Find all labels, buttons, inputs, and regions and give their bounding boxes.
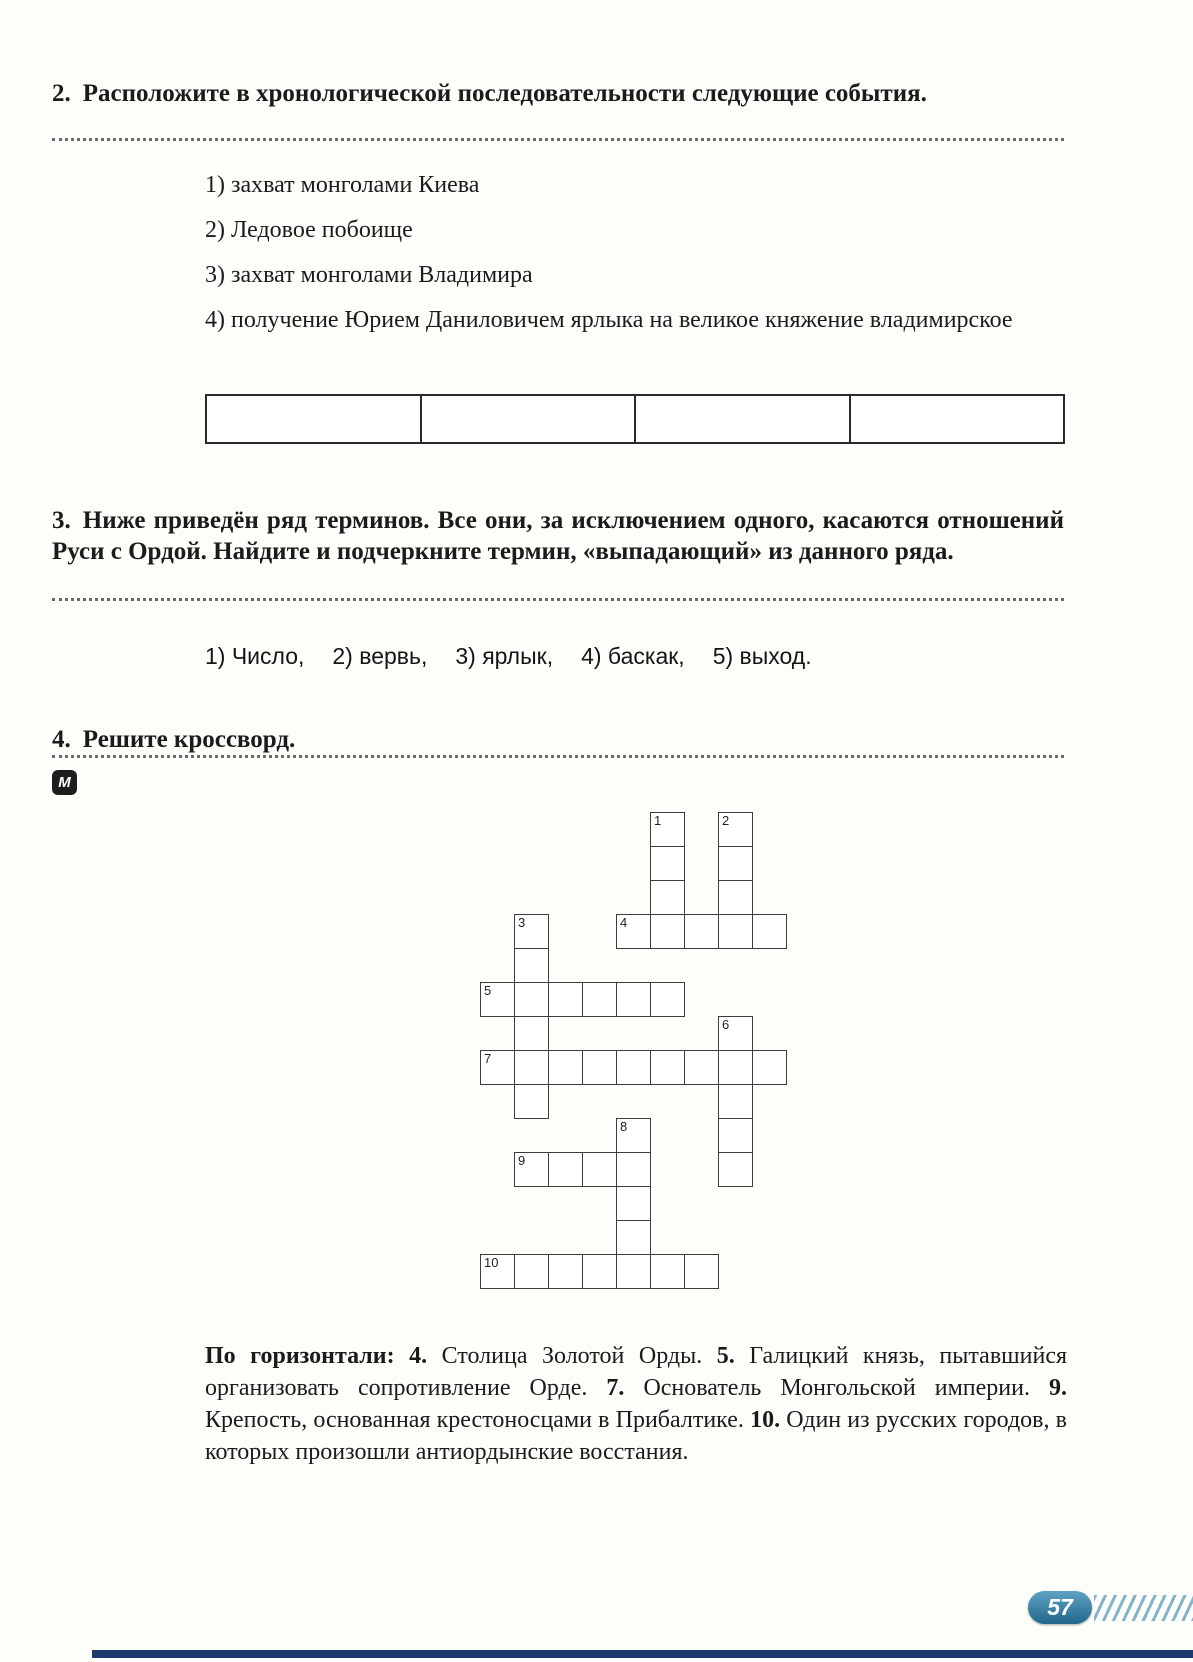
crossword-cell[interactable]: [548, 1050, 583, 1085]
dotted-rule-task4: [52, 755, 1064, 758]
crossword-cell-number: 1: [654, 813, 662, 828]
task2-item: 3) захват монголами Владимира: [205, 262, 533, 288]
crossword-cell[interactable]: [480, 982, 515, 1017]
clue-number: 7.: [606, 1375, 644, 1401]
term: 3) ярлык,: [455, 643, 554, 669]
crossword-cell[interactable]: [582, 1254, 617, 1289]
crossword-cell[interactable]: [548, 1152, 583, 1187]
crossword-cell-number: 8: [620, 1119, 628, 1134]
answer-cell[interactable]: [851, 396, 1064, 442]
crossword-cell[interactable]: [718, 880, 753, 915]
crossword-cell-number: 10: [484, 1255, 499, 1270]
crossword-cell[interactable]: [480, 1254, 515, 1289]
crossword-cell[interactable]: [514, 1084, 549, 1119]
crossword-cell[interactable]: [684, 1254, 719, 1289]
crossword-cell[interactable]: [650, 1050, 685, 1085]
crossword-cell[interactable]: [684, 1050, 719, 1085]
crossword-cell[interactable]: [514, 1016, 549, 1051]
term: 4) баскак,: [581, 643, 685, 669]
footer-bar: [92, 1650, 1193, 1658]
crossword-cell-number: 6: [722, 1017, 730, 1032]
crossword-cell[interactable]: [650, 982, 685, 1017]
dotted-rule-task3: [52, 598, 1064, 601]
task2-items: [205, 170, 1067, 350]
answer-cell[interactable]: [422, 396, 637, 442]
crossword-cell[interactable]: [514, 982, 549, 1017]
crossword-cell[interactable]: [718, 914, 753, 949]
crossword-cell[interactable]: [718, 1050, 753, 1085]
crossword-cell[interactable]: [650, 914, 685, 949]
crossword-cell-number: 2: [722, 813, 730, 828]
task2-heading: [52, 78, 1064, 109]
crossword-cell[interactable]: [718, 1016, 753, 1051]
clue-number: 4.: [409, 1343, 442, 1369]
crossword-cell[interactable]: [650, 1254, 685, 1289]
clue-text: Основатель Монгольской империи.: [643, 1375, 1049, 1401]
crossword-cell[interactable]: [616, 1254, 651, 1289]
crossword-cell[interactable]: [616, 1152, 651, 1187]
task2-number: 2.: [52, 80, 71, 107]
crossword-cell[interactable]: [548, 1254, 583, 1289]
method-marker-icon: [52, 770, 77, 795]
crossword-cell[interactable]: [650, 846, 685, 881]
task4-heading: [52, 724, 1064, 755]
crossword-cell[interactable]: [752, 914, 787, 949]
task3-heading: [52, 505, 1064, 567]
answer-cell[interactable]: [207, 396, 422, 442]
crossword-cell[interactable]: [514, 914, 549, 949]
crossword-cell[interactable]: [650, 880, 685, 915]
crossword-cell[interactable]: [582, 1050, 617, 1085]
crossword-cell[interactable]: [650, 812, 685, 847]
task2-item: 2) Ледовое побоище: [205, 217, 413, 243]
term: 1) Число,: [205, 643, 305, 669]
answer-cell[interactable]: [636, 396, 851, 442]
crossword-cell[interactable]: [718, 846, 753, 881]
task4-title: Решите кроссворд.: [82, 726, 296, 753]
badge-stripes-decoration: [1094, 1595, 1193, 1621]
task4-number: 4.: [52, 726, 71, 753]
crossword-cell[interactable]: [752, 1050, 787, 1085]
clue-number: 10.: [750, 1407, 787, 1433]
crossword-grid: [480, 812, 788, 1290]
crossword-cell-number: 7: [484, 1051, 492, 1066]
method-marker-label: М: [58, 774, 71, 791]
task2-answer-table: [205, 394, 1065, 444]
crossword-cell[interactable]: [514, 948, 549, 983]
crossword-cell[interactable]: [616, 914, 651, 949]
crossword-cell[interactable]: [718, 812, 753, 847]
crossword-cell-number: 4: [620, 915, 628, 930]
clue-text: Столица Золотой Орды.: [441, 1343, 717, 1369]
crossword-cell[interactable]: [514, 1152, 549, 1187]
term: 2) вервь,: [332, 643, 428, 669]
crossword-cell[interactable]: [684, 914, 719, 949]
task3-terms: [205, 643, 812, 670]
crossword-cell[interactable]: [514, 1050, 549, 1085]
crossword-cell[interactable]: [582, 1152, 617, 1187]
page-number: 57: [1047, 1594, 1073, 1620]
clue-text: Крепость, основанная крестоносцами в Прибалтике.: [205, 1407, 751, 1433]
clues-label: По горизонтали:: [205, 1343, 410, 1369]
crossword-cell[interactable]: [718, 1084, 753, 1119]
dotted-rule-task2: [52, 138, 1064, 141]
clues-paragraph: [205, 1340, 1067, 1468]
crossword-cell[interactable]: [548, 982, 583, 1017]
crossword-cell[interactable]: [616, 1050, 651, 1085]
task2-item: 1) захват монголами Киева: [205, 172, 480, 198]
clue-number: 9.: [1049, 1375, 1067, 1401]
crossword-cell[interactable]: [480, 1050, 515, 1085]
crossword-cell[interactable]: [514, 1254, 549, 1289]
page-number-badge: [1028, 1591, 1092, 1624]
task3-number: 3.: [52, 507, 71, 534]
term: 5) выход.: [712, 643, 812, 669]
task2-title: Расположите в хронологической последовательности следующие события.: [82, 80, 927, 107]
crossword-cell-number: 9: [518, 1153, 526, 1168]
crossword-cell-number: 3: [518, 915, 526, 930]
crossword-cell[interactable]: [616, 1186, 651, 1221]
crossword-cell[interactable]: [616, 1118, 651, 1153]
crossword-cell-number: 5: [484, 983, 492, 998]
crossword-cell[interactable]: [616, 982, 651, 1017]
crossword-cell[interactable]: [718, 1152, 753, 1187]
crossword-cell[interactable]: [616, 1220, 651, 1255]
clue-text: Один из русских городов, в которых произошли антиордынские восстания.: [205, 1407, 1067, 1465]
task3-title: Ниже приведён ряд терминов. Все они, за исключением одного, касаются отношений Руси с Ордой. Найдите и подчеркните термин, «выпадающий» из данного ряда.: [52, 507, 1064, 565]
crossword-cell[interactable]: [718, 1118, 753, 1153]
clue-number: 5.: [716, 1343, 750, 1369]
task2-item: 4) получение Юрием Даниловичем ярлыка на великое княжение владимирское: [205, 307, 1013, 333]
clue-text: Галицкий князь, пытавшийся организовать сопротивление Орде.: [205, 1343, 1068, 1401]
crossword-cell[interactable]: [582, 982, 617, 1017]
